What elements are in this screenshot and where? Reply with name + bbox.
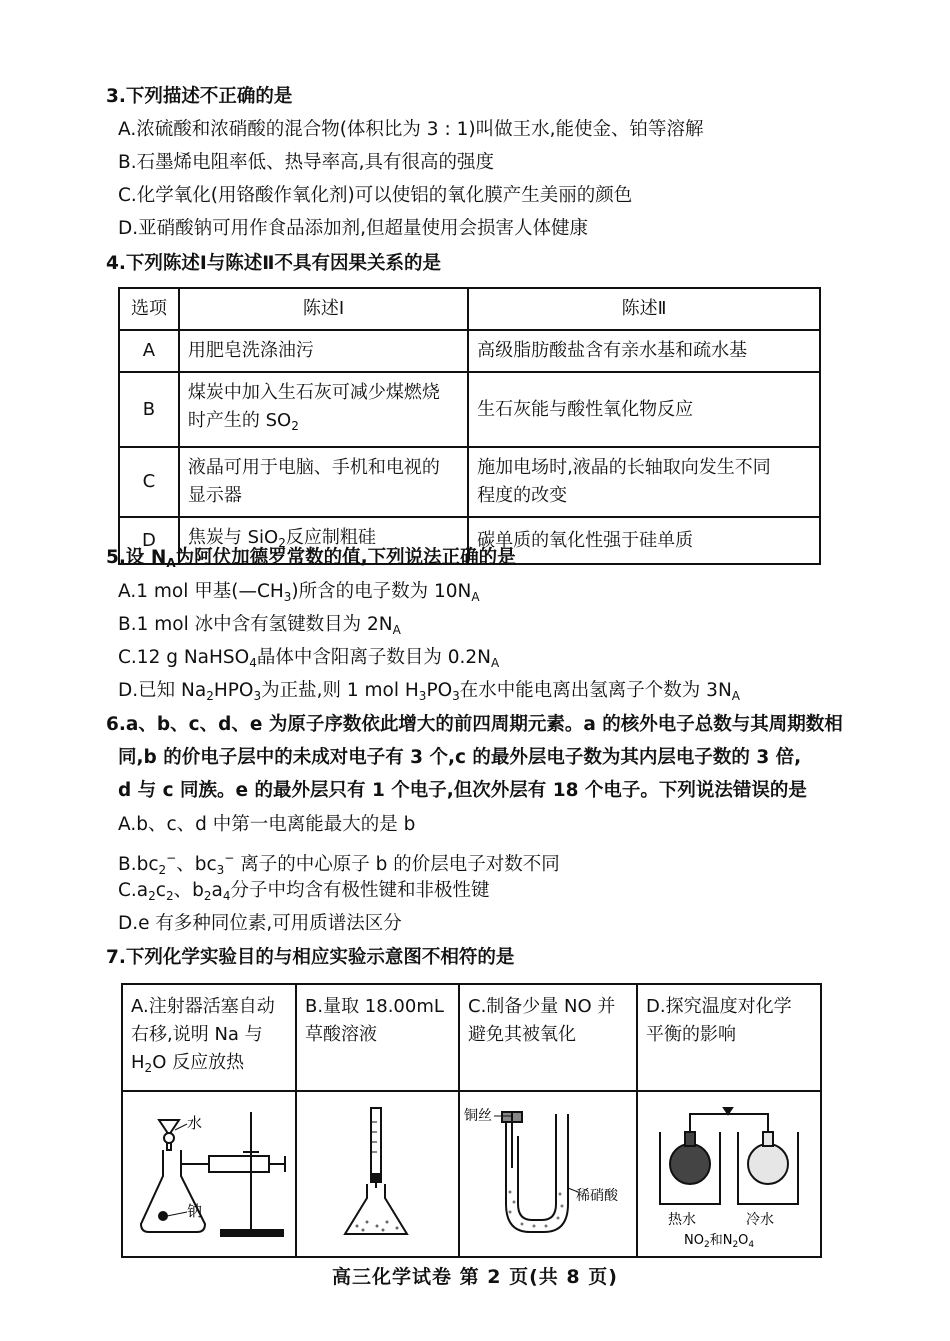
q6-option-b: $B.bc_2^-$、$bc_3^-$ 离子的中心原子 b 的价层电子对数不同 xyxy=(118,851,560,877)
q4-header-option: 选项 xyxy=(119,288,179,330)
q4-row-a-option: A xyxy=(119,330,179,372)
q4-row-c-option: C xyxy=(119,447,179,517)
label-cold-water: 冷水 xyxy=(746,1212,774,1228)
label-copper-wire: 铜丝 xyxy=(464,1108,492,1124)
q5-stem: 5.设 $N_A$为阿伏加德罗常数的值,下列说法正确的是 xyxy=(106,547,516,570)
q4-table xyxy=(118,287,821,565)
table-row xyxy=(119,447,820,517)
q6-option-c: $C.a_2c_2$、$b_2a_4$分子中均含有极性键和非极性键 xyxy=(118,880,490,903)
temperature-equilibrium-diagram xyxy=(638,1092,820,1247)
q7-diagram-a xyxy=(122,1091,296,1257)
q4-row-c-s1: 液晶可用于电脑、手机和电视的 显示器 xyxy=(179,447,468,517)
q6-stem-line-2: 同,b 的价电子层中的未成对电子有 3 个,c 的最外层电子数为其内层电子数的 3 倍, xyxy=(118,747,802,768)
burette-titration-diagram xyxy=(297,1092,458,1247)
table-row xyxy=(119,372,820,447)
sodium-water-apparatus-diagram xyxy=(123,1092,295,1247)
q7-cell-a: A.注射器活塞自动 右移,说明 Na 与 $H_2O$ 反应放热 xyxy=(122,984,296,1091)
q6-stem-line-1: 6.a、b、c、d、e 为原子序数依此增大的前四周期元素。a 的核外电子总数与其周期数相 xyxy=(106,714,843,735)
q4-header-statement-1: 陈述Ⅰ xyxy=(179,288,468,330)
q4-row-b-s2: 生石灰能与酸性氧化物反应 xyxy=(468,372,820,447)
q5-option-c: C.12 g NaHSO$_4$晶体中含阳离子数目为 $0.2N_A$ xyxy=(118,647,500,670)
q7-diagram-c xyxy=(459,1091,637,1257)
q4-row-c-s2: 施加电场时,液晶的长轴取向发生不同 程度的改变 xyxy=(468,447,820,517)
q5-option-d: D.已知 $Na_2HPO_3$为正盐,则 1 mol $H_3PO_3$在水中能电离出氢离子个数为 $3N_A$ xyxy=(118,680,741,703)
q3-stem: 3.下列描述不正确的是 xyxy=(106,86,293,107)
q4-row-d-s1: 焦炭与 SiO$_2$反应制粗硅 xyxy=(179,517,468,564)
q3-option-d: D.亚硝酸钠可用作食品添加剂,但超量使用会损害人体健康 xyxy=(118,218,589,239)
q4-row-a-s1: 用肥皂洗涤油污 xyxy=(179,330,468,372)
q4-row-b-option: B xyxy=(119,372,179,447)
q4-header-statement-2: 陈述Ⅱ xyxy=(468,288,820,330)
q7-cell-b: B.量取 18.00mL 草酸溶液 xyxy=(296,984,459,1091)
q7-cell-c: C.制备少量 NO 并 避免其被氧化 xyxy=(459,984,637,1091)
q3-option-b: B.石墨烯电阻率低、热导率高,具有很高的强度 xyxy=(118,152,494,173)
q6-option-d: D.e 有多种同位素,可用质谱法区分 xyxy=(118,913,402,934)
q7-cell-d: D.探究温度对化学 平衡的影响 xyxy=(637,984,821,1091)
q3-option-a: A.浓硫酸和浓硝酸的混合物(体积比为 3 : 1)叫做王水,能使金、铂等溶解 xyxy=(118,119,704,140)
table-row xyxy=(119,330,820,372)
q4-row-b-s1: 煤炭中加入生石灰可减少煤燃烧 时产生的 $SO_2$ xyxy=(179,372,468,447)
q6-option-a: A.b、c、d 中第一电离能最大的是 b xyxy=(118,814,416,835)
page-footer: 高三化学试卷 第 2 页(共 8 页) xyxy=(332,1266,618,1288)
q4-row-d-s2: 碳单质的氧化性强于硅单质 xyxy=(468,517,820,564)
q7-diagram-d xyxy=(637,1091,821,1257)
label-gas-mixture: $NO_2$和$N_2O_4$ xyxy=(684,1233,755,1247)
label-dilute-nitric-acid: 稀硝酸 xyxy=(576,1188,618,1204)
q5-option-b: B.1 mol 冰中含有氢键数目为 $2N_A$ xyxy=(118,614,401,637)
u-tube-no-preparation-diagram xyxy=(460,1092,636,1247)
label-hot-water: 热水 xyxy=(668,1212,696,1228)
label-water: 水 xyxy=(187,1114,203,1132)
q4-row-d-option: D xyxy=(119,517,179,564)
q4-stem: 4.下列陈述Ⅰ与陈述Ⅱ不具有因果关系的是 xyxy=(106,253,441,274)
q6-stem-line-3: d 与 c 同族。e 的最外层只有 1 个电子,但次外层有 18 个电子。下列说法错误的是 xyxy=(118,780,807,801)
q3-option-c: C.化学氧化(用铬酸作氧化剂)可以使铝的氧化膜产生美丽的颜色 xyxy=(118,185,633,206)
q5-option-a: A.1 mol 甲基$(—CH_3)$所含的电子数为 $10N_A$ xyxy=(118,581,480,604)
q7-table xyxy=(121,983,822,1258)
q4-row-a-s2: 高级脂肪酸盐含有亲水基和疏水基 xyxy=(468,330,820,372)
q7-diagram-b xyxy=(296,1091,459,1257)
label-sodium: 钠 xyxy=(187,1202,203,1220)
q7-stem: 7.下列化学实验目的与相应实验示意图不相符的是 xyxy=(106,947,515,968)
